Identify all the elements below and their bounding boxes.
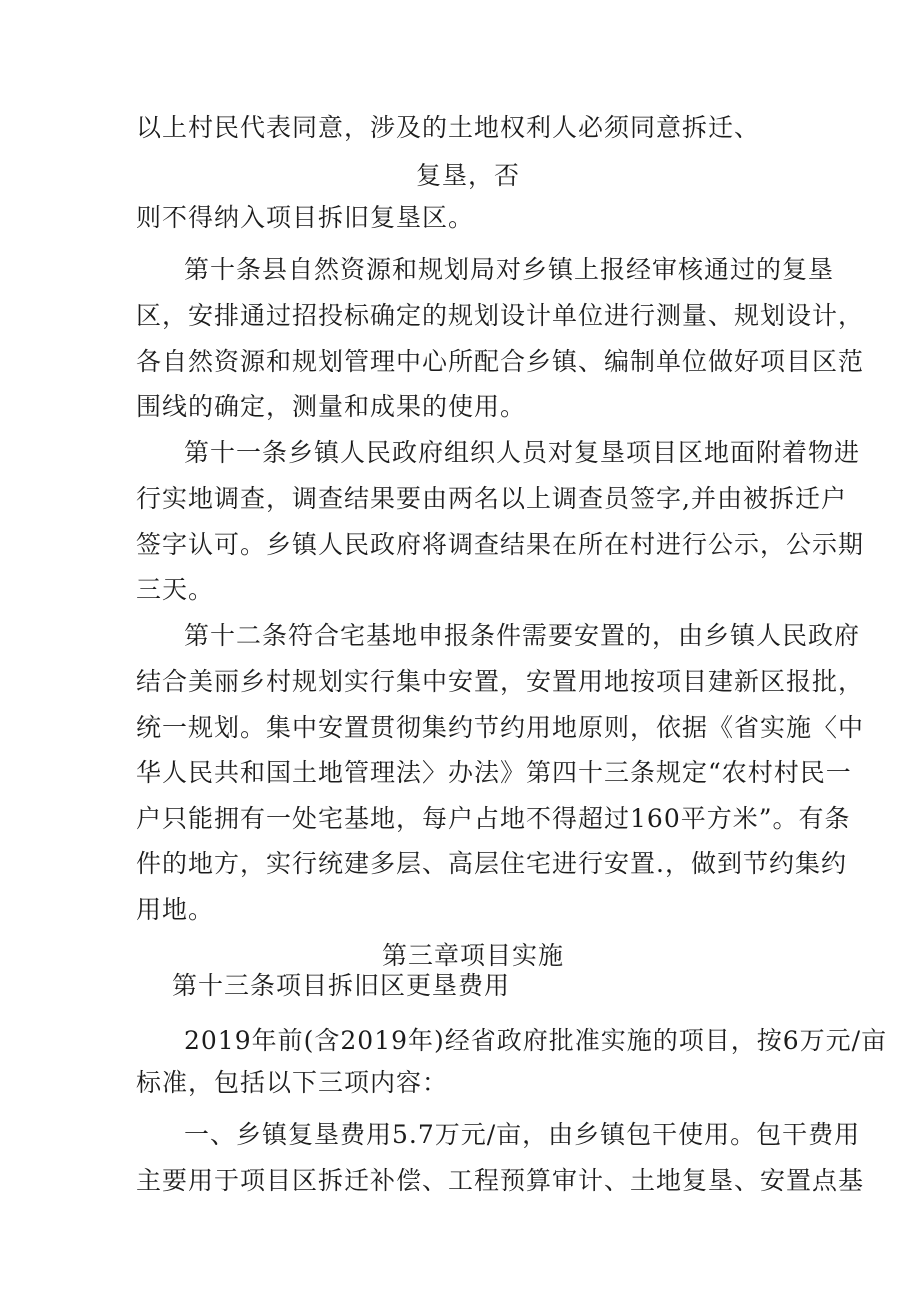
text-line: 复垦，否 (416, 161, 521, 190)
text-line: 第十一条乡镇人民政府组织人员对复垦项目区地面附着物进 (184, 438, 861, 467)
text-line: 用地。 (136, 895, 215, 924)
section-heading: 第十三条项目拆旧区更垦费用 (172, 971, 511, 1000)
text-line: 行实地调查，调查结果要由两名以上调查员签字,并由被拆迁户 (136, 484, 847, 513)
text-line: 三天。 (136, 575, 215, 604)
text-line: 结合美丽乡村规划实行集中安置，安置用地按项目建新区报批， (136, 667, 865, 696)
text-line: 一、乡镇复垦费用5.7万元/亩，由乡镇包干使用。包干费用 (184, 1120, 861, 1149)
text-line: 区，安排通过招投标确定的规划设计单位进行测量、规划设计， (136, 301, 865, 330)
text-line: 主要用于项目区拆迁补偿、工程预算审计、土地复垦、安置点基 (136, 1166, 865, 1195)
text-line: 华人民共和国土地管理法〉办法》第四十三条规定“农村村民一 (136, 758, 852, 787)
text-line: 户只能拥有一处宅基地，每户占地不得超过160平方米”。有条 (136, 804, 851, 833)
text-line: 则不得纳入项目拆旧复垦区。 (136, 203, 475, 232)
text-line: 第十二条符合宅基地申报条件需要安置的，由乡镇人民政府 (184, 621, 861, 650)
text-line: 统一规划。集中安置贯彻集约节约用地原则，依据《省实施〈中 (136, 713, 865, 742)
text-line: 围线的确定，测量和成果的使用。 (136, 392, 527, 421)
text-line: 以上村民代表同意，涉及的土地权利人必须同意拆迁、 (136, 113, 761, 142)
text-line: 第十条县自然资源和规划局对乡镇上报经审核通过的复垦 (184, 255, 835, 284)
text-line: 2019年前(含2019年)经省政府批准实施的项目，按6万元/亩 (184, 1026, 888, 1055)
text-line: 标准，包括以下三项内容： (136, 1068, 449, 1097)
text-line: 各自然资源和规划管理中心所配合乡镇、编制单位做好项目区范 (136, 347, 865, 376)
text-line: 签字认可。乡镇人民政府将调查结果在所在村进行公示，公示期 (136, 530, 865, 559)
text-line: 件的地方，实行统建多层、高层住宅进行安置.，做到节约集约 (136, 849, 847, 878)
chapter-heading: 第三章项目实施 (382, 941, 565, 970)
